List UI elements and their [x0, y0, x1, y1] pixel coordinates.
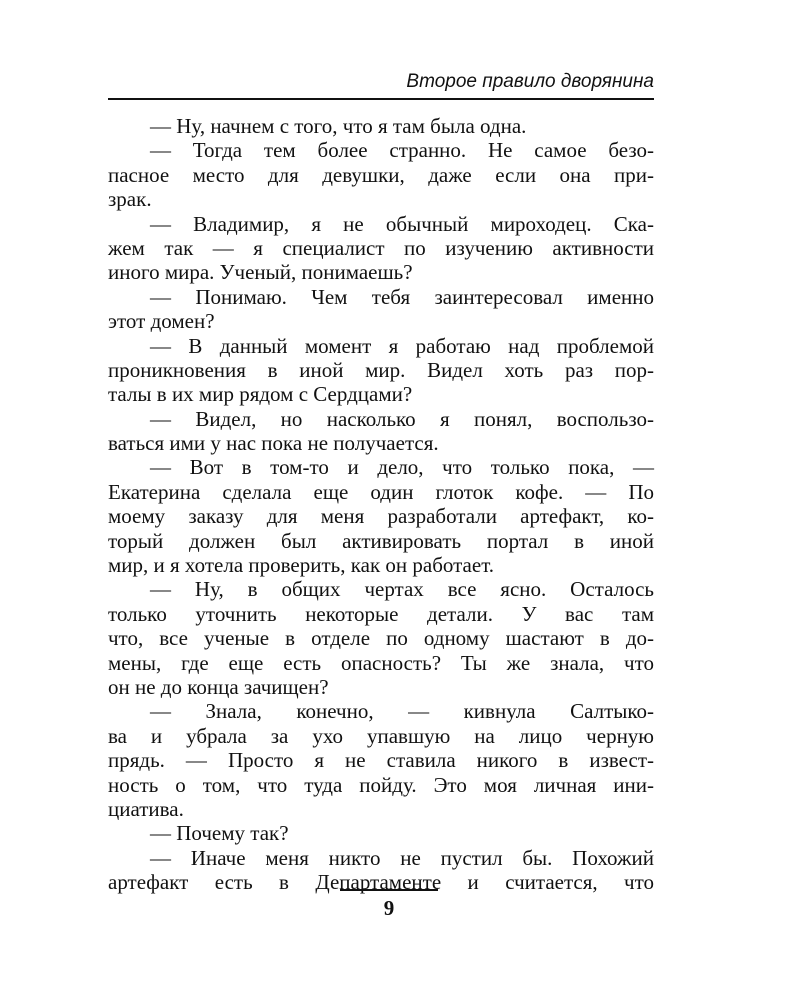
text-line: — Почему так? [150, 821, 289, 846]
text-line: ность о том, что туда пойду. Это моя личная ини- [108, 772, 654, 797]
text-line: иного мира. Ученый, понимаешь? [108, 260, 413, 285]
text-line: пасное место для девушки, даже если она при- [108, 162, 654, 187]
text-line: ваться ими у нас пока не получается. [108, 431, 439, 456]
text-line: — Видел, но насколько я понял, воспользо- [150, 406, 654, 431]
text-line: — Владимир, я не обычный мироходец. Ска- [150, 211, 654, 236]
text-line: — Знала, конечно, — кивнула Салтыко- [150, 699, 654, 724]
text-line: ва и убрала за ухо упавшую на лицо черную [108, 723, 654, 748]
text-line: мены, где еще есть опасность? Ты же знала, что [108, 650, 654, 675]
text-line: этот домен? [108, 309, 215, 334]
body-text [108, 114, 654, 895]
text-line: он не до конца зачищен? [108, 674, 329, 699]
text-line: мир, и я хотела проверить, как он работает. [108, 553, 495, 578]
text-line: зрак. [108, 187, 152, 212]
text-line: моему заказу для меня разработали артефакт, ко- [108, 504, 654, 529]
text-line: — В данный момент я работаю над проблемой [150, 333, 654, 358]
text-line: — Иначе меня никто не пустил бы. Похожий [150, 845, 654, 870]
text-line: Екатерина сделала еще один глоток кофе. — По [108, 479, 654, 504]
text-line: — Ну, начнем с того, что я там была одна. [150, 114, 527, 138]
text-line: торый должен был активировать портал в иной [108, 528, 654, 553]
text-line: талы в их мир рядом с Сердцами? [108, 382, 413, 407]
text-line: прядь. — Просто я не ставила никого в извест- [108, 748, 654, 773]
footer-rule [340, 889, 438, 891]
running-header: Второе правило дворянина [406, 71, 654, 92]
page-number: 9 [383, 896, 395, 920]
text-line: — Ну, в общих чертах все ясно. Осталось [150, 577, 654, 602]
text-line: — Вот в том-то и дело, что только пока, — [150, 455, 654, 480]
text-line: артефакт есть в Департаменте и считается, что [108, 870, 654, 895]
text-line: жем так — я специалист по изучению активности [108, 235, 654, 260]
text-line: — Понимаю. Чем тебя заинтересовал именно [150, 284, 654, 309]
header-rule [108, 98, 654, 100]
text-line: циатива. [108, 796, 184, 821]
text-line: только уточнить некоторые детали. У вас там [108, 601, 654, 626]
text-line: проникновения в иной мир. Видел хоть раз пор- [108, 357, 654, 382]
text-line: — Тогда тем более странно. Не самое безо- [150, 138, 654, 163]
text-line: что, все ученые в отделе по одному шастают в до- [108, 626, 654, 651]
